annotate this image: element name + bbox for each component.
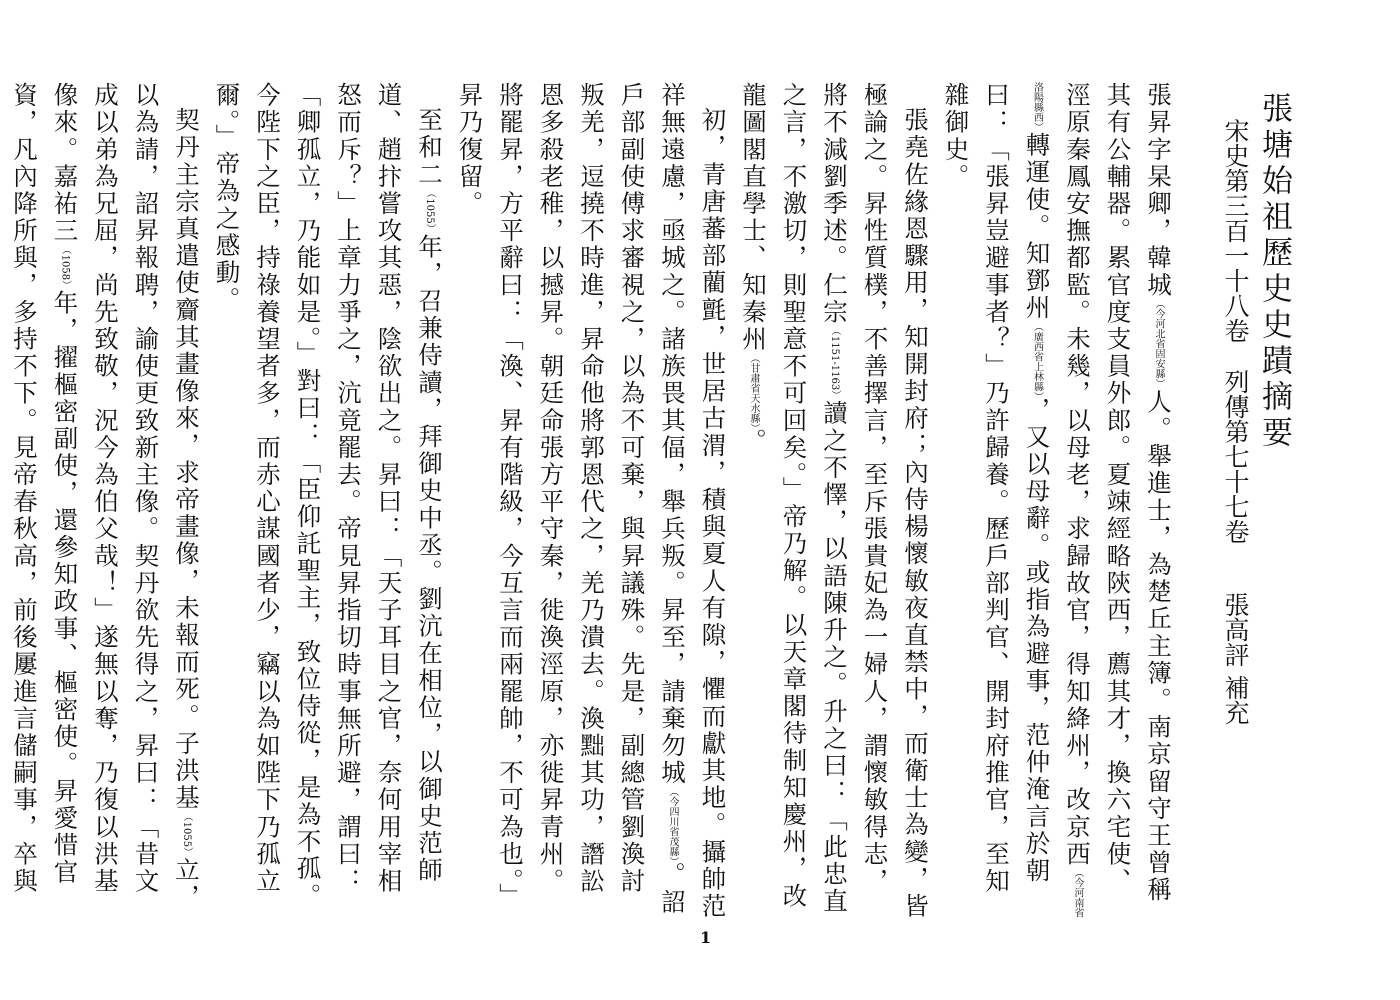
- inline-note: （甘肅省天水縣）: [748, 353, 759, 428]
- inline-note: （廣西省上林縣）: [1031, 321, 1043, 397]
- text-run: 初，青唐蕃部藺氈，世居古渭，積與夏人有隙，懼而獻其地。攝帥范祥無遠慮，亟城之。諸族畏其偪，舉兵叛。昇至，請棄勿城: [658, 82, 728, 920]
- source-volume: 宋史第三百一十八卷: [1221, 118, 1250, 343]
- text-run: 人。舉進士，為楚丘主簿。南京留守王曾稱其有公輔器。累官度支員外郎。夏竦經略陝西，薦其才，換六宅使、涇原秦鳳安撫都監。未幾，以母老，求歸故官，得知絳州，改京西: [1063, 82, 1173, 904]
- paragraph: [733, 82, 936, 922]
- inline-note: （1055）: [424, 187, 435, 234]
- text-run: 至和二: [415, 106, 444, 188]
- text-run: 。: [739, 428, 768, 456]
- document-subtitle: [1218, 118, 1252, 948]
- text-run: 轉運使。知鄧州: [1022, 132, 1052, 322]
- inline-note: （1058）: [59, 244, 71, 291]
- biography-section: 列傳第七十七卷: [1221, 369, 1250, 544]
- text-run: ，又以母辭。或指為避事，范仲淹言於朝曰：「張昇豈避事者？」乃許歸養。歷戶部判官、開封府推官，至知雜御史。: [941, 82, 1052, 895]
- text-run: 張昇字杲卿，韓城: [1144, 82, 1173, 299]
- paragraph: [935, 82, 1178, 922]
- paragraph: [206, 82, 449, 922]
- inline-note: （1055）: [181, 811, 192, 857]
- author-role: 補充: [1221, 674, 1250, 725]
- document-title: 張塘始祖歷史史蹟摘要: [1256, 92, 1292, 452]
- text-run: 年，召兼侍讀，拜御史中丞。劉沆在相位，以御史范師道、趙抃嘗攻其惡，陰欲出之。昇曰：「天子耳目之官，奈何用宰相怒而斥？」上章力爭之，沆竟罷去。帝見昇指切時事無所避，謂曰：「卿孤立，乃能如是。」對曰：「臣仰託聖主，致位侍從，是為不孤。今陛下之臣，持祿養望者多，而赤心謀國者少，竊以為如陛下乃孤立爾。」帝為之感動。: [212, 82, 444, 910]
- body-text: [10, 82, 1178, 922]
- inline-note: （今河北省固安縣）: [1153, 298, 1164, 389]
- text-run: 年，擢樞密副使，還參知政事、樞密使。昇愛惜官資，凡內降所與，多持不下。見帝春秋高，前後屢進言儲嗣事，卒與: [10, 82, 80, 895]
- text-run: 契丹主宗真遣使齎其畫像來，求帝畫像，未報而死。子洪基: [172, 106, 201, 812]
- text-run: 張堯佐緣恩驟用，知開封府；內侍楊懷敏夜直禁中，而衛士為變，皆極論之。昇性質樸，不善擇言，至斥張貴妃為一婦人，謂懷敏得志，將不減劉季述。仁宗: [820, 82, 930, 920]
- inline-note: （1151-1163）: [829, 325, 840, 401]
- text-run: 。詔戶部副使傅求審視之，以為不可棄，與昇議殊。先是，副總管劉渙討叛羌，逗撓不時進，昇命他將郭恩代之，羌乃潰去。渙黜其功，譖訟恩多殺老稚，以撼昇。朝廷命張方平守秦，徙渙涇原，亦徙昇青州。將罷昇，方平辭曰：「渙、昇有階級，今互言而兩罷帥，不可為也。」昇乃復留。: [455, 82, 687, 916]
- inline-note: （今四川省茂縣）: [667, 786, 678, 862]
- text-run: 立，以為請，詔昇報聘，諭使更致新主像。契丹欲先得之，昇曰：「昔文成以弟為兄屈，尚先致敬，況今為伯父哉！」遂無以奪，乃復以洪基像來。嘉祐三: [50, 82, 201, 911]
- inline-note: （今河南省洛陽縣西）: [1031, 82, 1083, 918]
- text-run: 讀之不懌，以語陳升之。升之曰：「此忠直之言，不激切，則聖意不可回矣。」帝乃解。以天章閣待制知慶州，改龍圖閣直學士、知秦州: [739, 82, 849, 916]
- paragraph: [449, 82, 733, 922]
- author-name: 張高評: [1221, 592, 1250, 667]
- paragraph: [0, 82, 206, 922]
- page-number: 1: [700, 928, 712, 947]
